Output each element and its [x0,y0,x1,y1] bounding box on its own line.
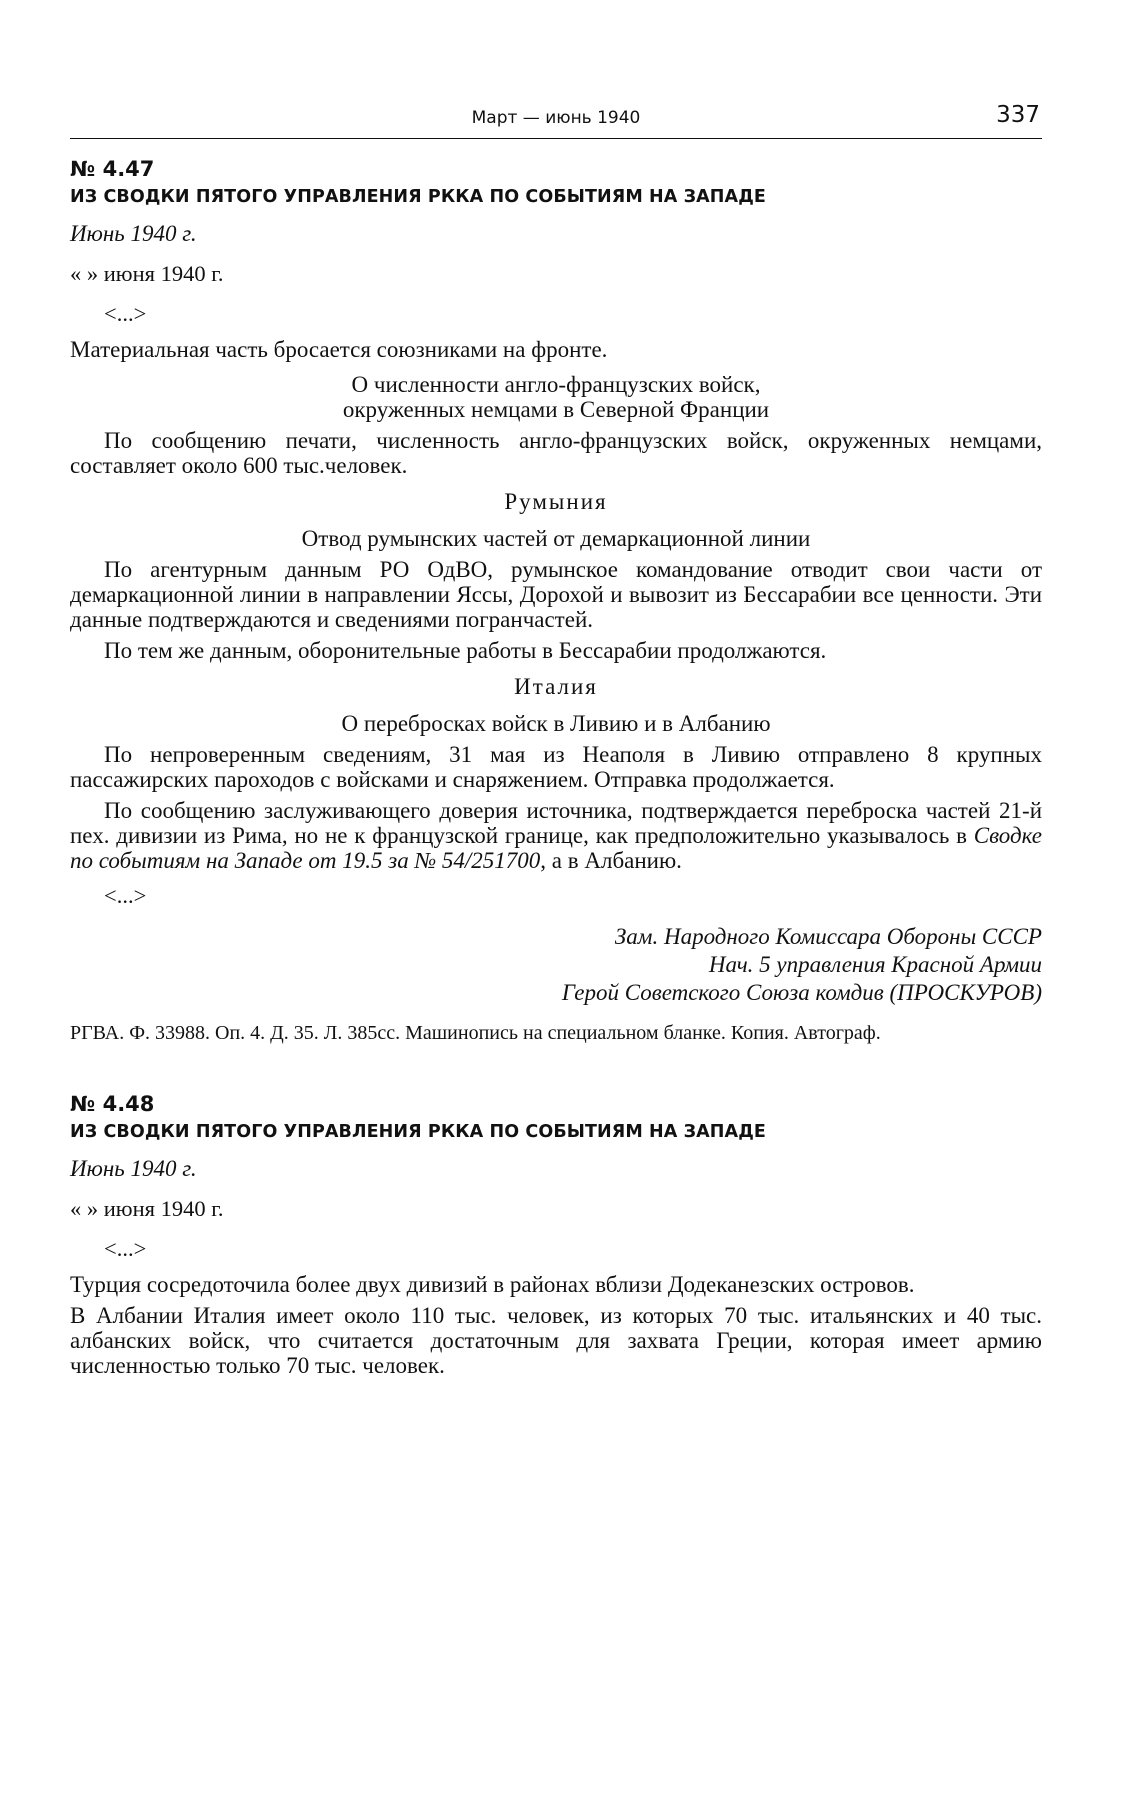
signature-line: Нач. 5 управления Красной Армии [708,952,1042,977]
paragraph-material: Материальная часть бросается союзниками на фронте. [70,337,608,362]
book-page [70,100,1042,1770]
document-date: Июнь 1940 г. [70,221,197,246]
document-number: № 4.48 [70,1092,155,1116]
paragraph-text: , а в Албанию. [540,848,682,873]
document-number: № 4.47 [70,157,155,181]
paragraph-albania: В Албании Италия имеет около 110 тыс. человек, из которых 70 тыс. итальянских и 40 тыс. албанских войск, что считается достаточным для захвата Греции, которая имеет армию численностью только 70 тыс. человек. [70,1303,1042,1378]
cited-report: Сводке по событиям на Западе от 19.5 за № 54/251700 [70,823,1043,873]
omission-mark: <...> [104,883,147,908]
dateline: « » июня 1940 г. [70,1196,224,1221]
signature-line: Зам. Народного Комиссара Обороны СССР [614,924,1042,949]
paragraph-italy-1: По непроверенным сведениям, 31 мая из Неаполя в Ливию отправлено 8 крупных пассажирских пароходов с войсками и снаряжением. Отправка продолжается. [70,742,1042,792]
subsection-title-line: О численности англо-французских войск, [351,372,761,397]
omission-mark: <...> [104,301,147,326]
omission-mark: <...> [104,1236,147,1261]
section-title-romania: Румыния [504,489,608,514]
paragraph-text: По сообщению заслуживающего доверия источника, подтверждается переброска частей 21-й пех. дивизии из Рима, но не к французской границе, как предположительно указывалось в [70,798,1042,848]
subsection-title-numbers [70,372,1042,422]
paragraph-romania-1: По агентурным данным РО ОдВО, румынское командование отводит свои части от демаркационной линии в направлении Яссы, Дорохой и вывозит из Бессарабии все ценности. Эти данные подтверждаются и сведениями погранчастей. [70,557,1042,632]
page-number: 337 [996,102,1040,128]
document-date: Июнь 1940 г. [70,1156,197,1181]
running-title: Март — июнь 1940 [471,108,641,128]
dateline: « » июня 1940 г. [70,261,224,286]
subsection-title-withdrawal: Отвод румынских частей от демаркационной линии [301,526,811,551]
archive-source: РГВА. Ф. 33988. Оп. 4. Д. 35. Л. 385сс. Машинопись на специальном бланке. Копия. Автограф. [70,1022,881,1044]
signature-line: Герой Советского Союза комдив (ПРОСКУРОВ) [561,980,1042,1005]
paragraph-turkey: Турция сосредоточила более двух дивизий в районах вблизи Додеканезских островов. [70,1272,915,1297]
running-header [70,100,1042,139]
document-heading: ИЗ СВОДКИ ПЯТОГО УПРАВЛЕНИЯ РККА ПО СОБЫТИЯМ НА ЗАПАДЕ [70,1122,766,1142]
document-4-47 [70,155,1042,1046]
signature-block [70,923,1042,1007]
subsection-title-line: окруженных немцами в Северной Франции [342,397,770,422]
paragraph-romania-2: По тем же данным, оборонительные работы в Бессарабии продолжаются. [104,638,827,663]
paragraph-press: По сообщению печати, численность англо-французских войск, окруженных немцами, составляет около 600 тыс.человек. [70,428,1042,478]
section-title-italy: Италия [514,674,598,699]
paragraph-italy-2 [70,798,1042,873]
document-4-48 [70,1090,1042,1378]
document-heading: ИЗ СВОДКИ ПЯТОГО УПРАВЛЕНИЯ РККА ПО СОБЫТИЯМ НА ЗАПАДЕ [70,187,766,207]
subsection-title-transfers: О перебросках войск в Ливию и в Албанию [341,711,771,736]
